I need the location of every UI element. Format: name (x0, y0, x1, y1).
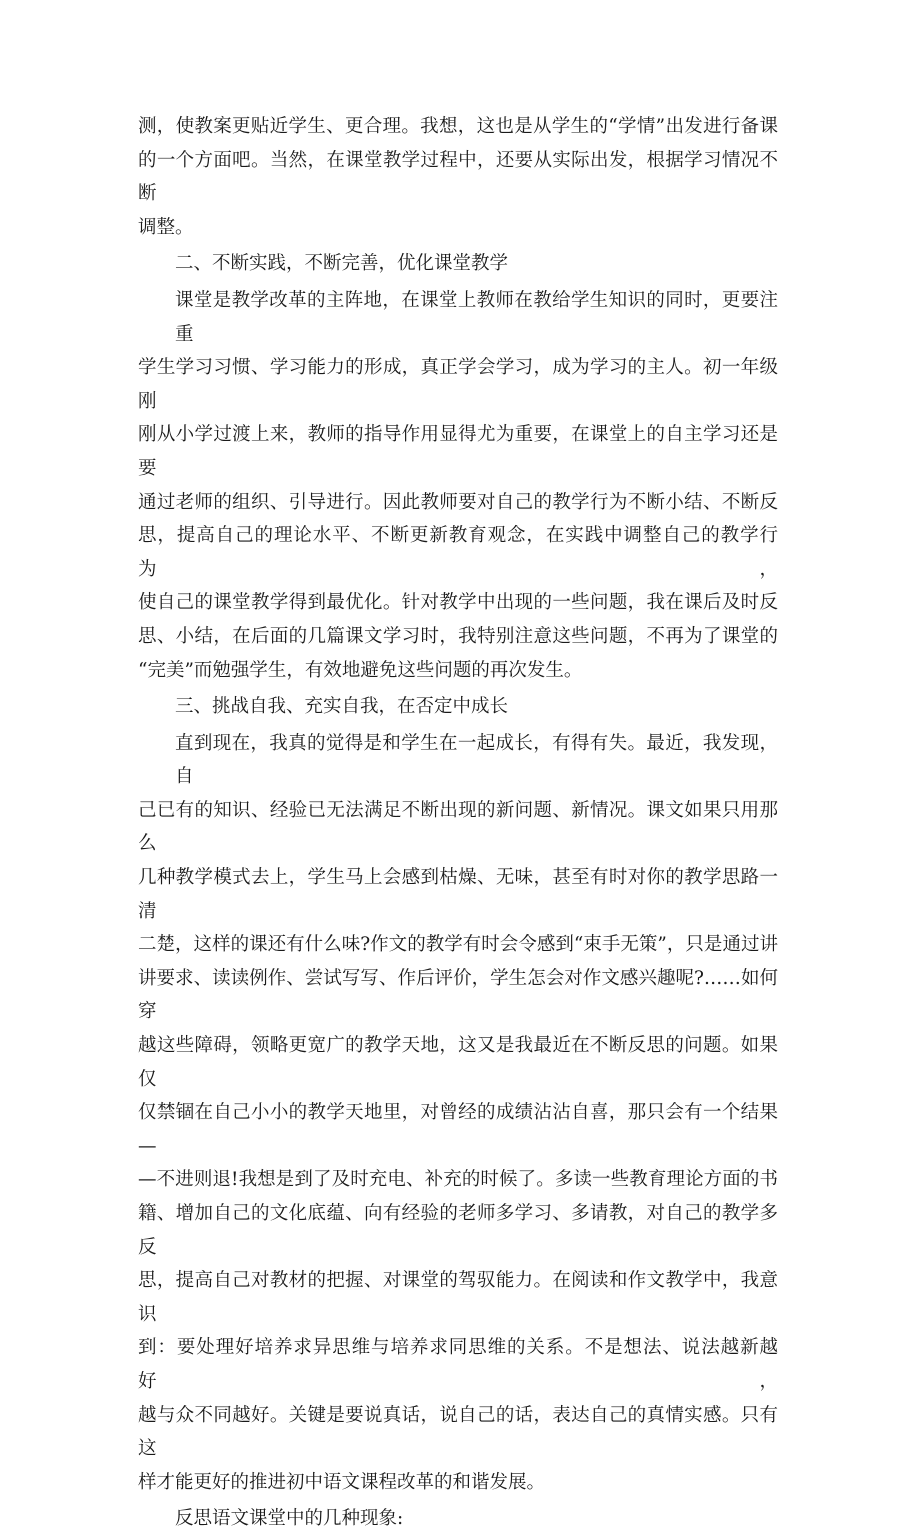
text-line: 直到现在，我真的觉得是和学生在一起成长，有得有失。最近，我发现，自 (175, 732, 778, 788)
text-line: 思、小结，在后面的几篇课文学习时，我特别注意这些问题，不再为了课堂的 (138, 625, 778, 647)
text-line: 三、挑战自我、充实自我，在否定中成长 (175, 696, 509, 718)
text-line: 调整。 (138, 216, 194, 238)
text-line: 使自己的课堂教学得到最优化。针对教学中出现的一些问题，我在课后及时反 (138, 592, 778, 614)
text-line: 讲要求、读读例作、尝试写写、作后评价，学生怎会对作文感兴趣呢?……如何穿 (138, 967, 778, 1023)
paragraph-heading-2 (138, 247, 778, 281)
text-line: 籍、增加自己的文化底蕴、向有经验的老师多学习、多请教，对自己的教学多反 (138, 1203, 778, 1258)
text-line: 课堂是教学改革的主阵地，在课堂上教师在教给学生知识的同时，更要注重 (175, 289, 778, 345)
text-line: 测，使教案更贴近学生、更合理。我想，这也是从学生的“学情”出发进行备课 (138, 116, 778, 137)
text-line: 思，提高自己的理论水平、不断更新教育观念，在实践中调整自己的教学行为， (138, 525, 778, 580)
text-line: —不进则退!我想是到了及时充电、补充的时候了。多读一些教育理论方面的书 (138, 1169, 778, 1191)
text-line: 刚从小学过渡上来，教师的指导作用显得尤为重要，在课堂上的自主学习还是要 (138, 424, 778, 479)
text-line: 二楚，这样的课还有什么味?作文的教学有时会令感到“束手无策”，只是通过讲 (138, 934, 778, 956)
paragraph-p3 (138, 727, 778, 1500)
text-line: 仅禁锢在自己小小的教学天地里，对曾经的成绩沾沾自喜，那只会有一个结果— (138, 1102, 778, 1157)
paragraph-heading-final (138, 1502, 778, 1536)
text-line: 到：要处理好培养求异思维与培养求同思维的关系。不是想法、说法越新越好， (138, 1337, 778, 1392)
text-line: 通过老师的组织、引导进行。因此教师要对自己的教学行为不断小结、不断反 (138, 491, 778, 513)
text-line: “完美”而勉强学生，有效地避免这些问题的再次发生。 (138, 659, 583, 681)
text-line: 样才能更好的推进初中语文课程改革的和谐发展。 (138, 1471, 546, 1493)
text-line: 的一个方面吧。当然，在课堂教学过程中，还要从实际出发，根据学习情况不断 (138, 149, 778, 205)
text-line: 越这些障碍，领略更宽广的教学天地，这又是我最近在不断反思的问题。如果仅 (138, 1035, 778, 1090)
text-line: 思，提高自己对教材的把握、对课堂的驾驭能力。在阅读和作文教学中，我意识 (138, 1270, 778, 1325)
text-line: 学生学习习惯、学习能力的形成，真正学会学习，成为学习的主人。初一年级刚 (138, 357, 778, 412)
paragraph-p1 (138, 110, 778, 244)
text-line: 二、不断实践，不断完善，优化课堂教学 (175, 253, 509, 275)
document-body (138, 110, 778, 1536)
text-line: 越与众不同越好。关键是要说真话，说自己的话，表达自己的真情实感。只有这 (138, 1404, 778, 1460)
text-line: 己已有的知识、经验已无法满足不断出现的新问题、新情况。课文如果只用那么 (138, 799, 778, 855)
text-line: 反思语文课堂中的几种现象: (175, 1508, 404, 1530)
paragraph-heading-3 (138, 690, 778, 724)
paragraph-p2 (138, 284, 778, 687)
text-line: 几种教学模式去上，学生马上会感到枯燥、无味，甚至有时对你的教学思路一清 (138, 867, 778, 922)
